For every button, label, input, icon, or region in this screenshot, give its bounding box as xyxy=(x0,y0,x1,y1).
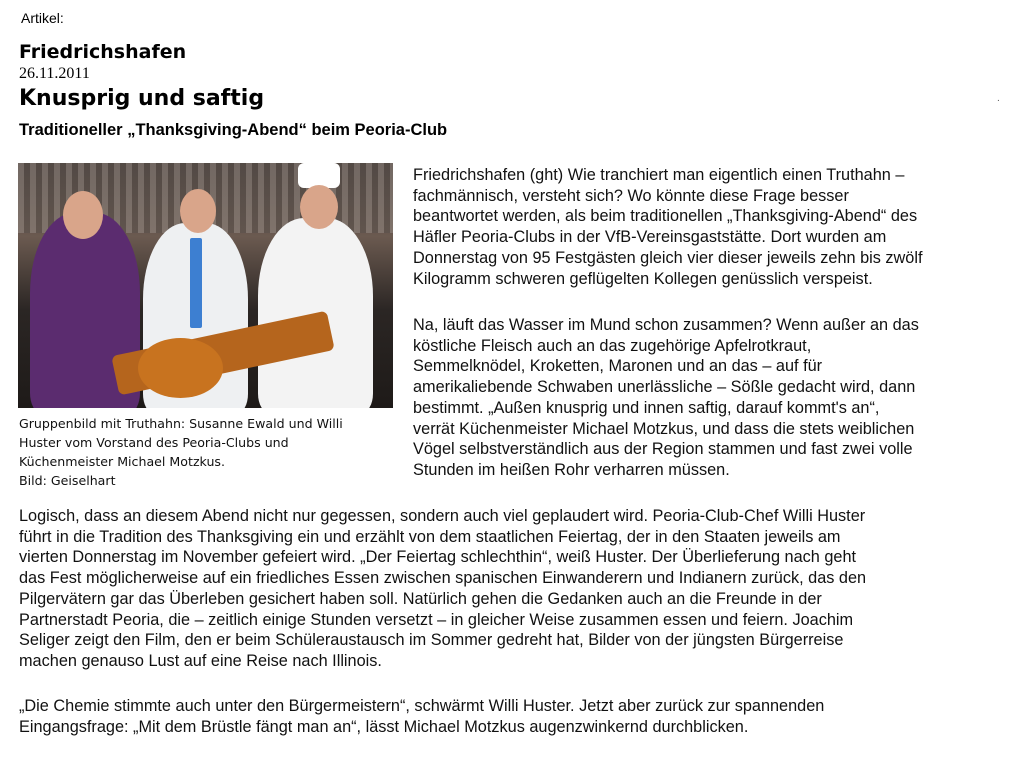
paragraph-4 xyxy=(19,696,824,737)
text-line: vierten Donnerstag im November gefeiert wird. „Der Feiertag schlechthin“, weiß Huster. Der Überlieferung nach geht xyxy=(19,548,857,567)
paragraph-2 xyxy=(413,315,919,481)
text-line: verrät Küchenmeister Michael Motzkus, und dass die stets weiblichen xyxy=(413,419,915,438)
caption-line: Huster vom Vorstand des Peoria-Clubs und xyxy=(19,435,289,450)
text-line: Häfler Peoria-Clubs in der VfB-Vereinsgaststätte. Dort wurden am xyxy=(413,228,887,247)
paragraph-1 xyxy=(413,165,923,289)
text-line: Seliger zeigt den Film, den er beim Schüleraustausch im Sommer gedreht hat, Bilder von der jüngsten Bürgerreise xyxy=(19,631,844,650)
caption-line: Küchenmeister Michael Motzkus. xyxy=(19,454,226,469)
article-date: 26.11.2011 xyxy=(19,65,90,82)
text-line: bestimmt. „Außen knusprig und innen saftig, darauf kommt's an“, xyxy=(413,398,880,417)
text-line: führt in die Tradition des Thanksgiving ein und erzählt von dem staatlichen Feiertag, der in den Staaten jeweils am xyxy=(19,527,841,546)
text-line: Friedrichshafen (ght) Wie tranchiert man eigentlich einen Truthahn – xyxy=(413,166,905,184)
article-subtitle: Traditioneller „Thanksgiving-Abend“ beim Peoria-Club xyxy=(19,121,448,139)
text-line: köstliche Fleisch auch an das zugehörige Apfelrotkraut, xyxy=(413,336,812,355)
text-line: das Fest möglicherweise auf ein friedliches Essen zwischen spanischen Einwanderern und Indianern zurück, das den xyxy=(19,569,867,588)
article-label: Artikel: xyxy=(21,10,64,26)
text-line: Vögel selbstverständlich aus der Region stammen und fast zwei volle xyxy=(413,440,913,459)
dateline-place: Friedrichshafen xyxy=(19,41,187,63)
text-line: Partnerstadt Peoria, die – zeitlich einige Stunden versetzt – in gleicher Weise zusammen essen und feiern. Joachim xyxy=(19,610,854,629)
article-photo xyxy=(18,163,393,408)
decorative-dot: . xyxy=(997,93,1000,104)
text-line: Logisch, dass an diesem Abend nicht nur gegessen, sondern auch viel geplaudert wird. Peoria-Club-Chef Willi Huster xyxy=(19,507,866,525)
article-title: Knusprig und saftig xyxy=(19,86,265,111)
paragraph-3 xyxy=(19,506,866,672)
photo-credit: Bild: Geiselhart xyxy=(19,473,116,488)
text-line: Kilogramm schweren geflügelten Kollegen genüsslich verspeist. xyxy=(413,269,873,288)
text-line: Na, läuft das Wasser im Mund schon zusammen? Wenn außer an das xyxy=(413,316,919,334)
text-line: „Die Chemie stimmte auch unter den Bürgermeistern“, schwärmt Willi Huster. Jetzt aber zurück zur spannenden xyxy=(19,697,825,715)
photo-caption xyxy=(19,414,343,490)
text-line: machen genauso Lust auf eine Reise nach Illinois. xyxy=(19,651,382,670)
text-line: Stunden im heißen Rohr verharren müssen. xyxy=(413,460,730,479)
text-line: Pilgervätern gar das Überleben gesichert haben soll. Natürlich gehen die Gedanken auch an die Freunde in der xyxy=(19,589,822,608)
text-line: fachmännisch, versteht sich? Wo könnte diese Frage besser xyxy=(413,186,849,205)
text-line: Semmelknödel, Kroketten, Maronen und an das – auf für xyxy=(413,357,823,376)
text-line: amerikaliebende Schwaben unerlässliche – Sößle gedacht wird, dann xyxy=(413,378,916,397)
text-line: beantwortet werden, als beim traditionellen „Thanksgiving-Abend“ des xyxy=(413,207,918,226)
caption-line: Gruppenbild mit Truthahn: Susanne Ewald und Willi xyxy=(19,416,343,431)
text-line: Donnerstag von 95 Festgästen gleich vier dieser jeweils zehn bis zwölf xyxy=(413,248,923,267)
text-line: Eingangsfrage: „Mit dem Brüstle fängt man an“, lässt Michael Motzkus augenzwinkernd durchblicken. xyxy=(19,717,749,736)
